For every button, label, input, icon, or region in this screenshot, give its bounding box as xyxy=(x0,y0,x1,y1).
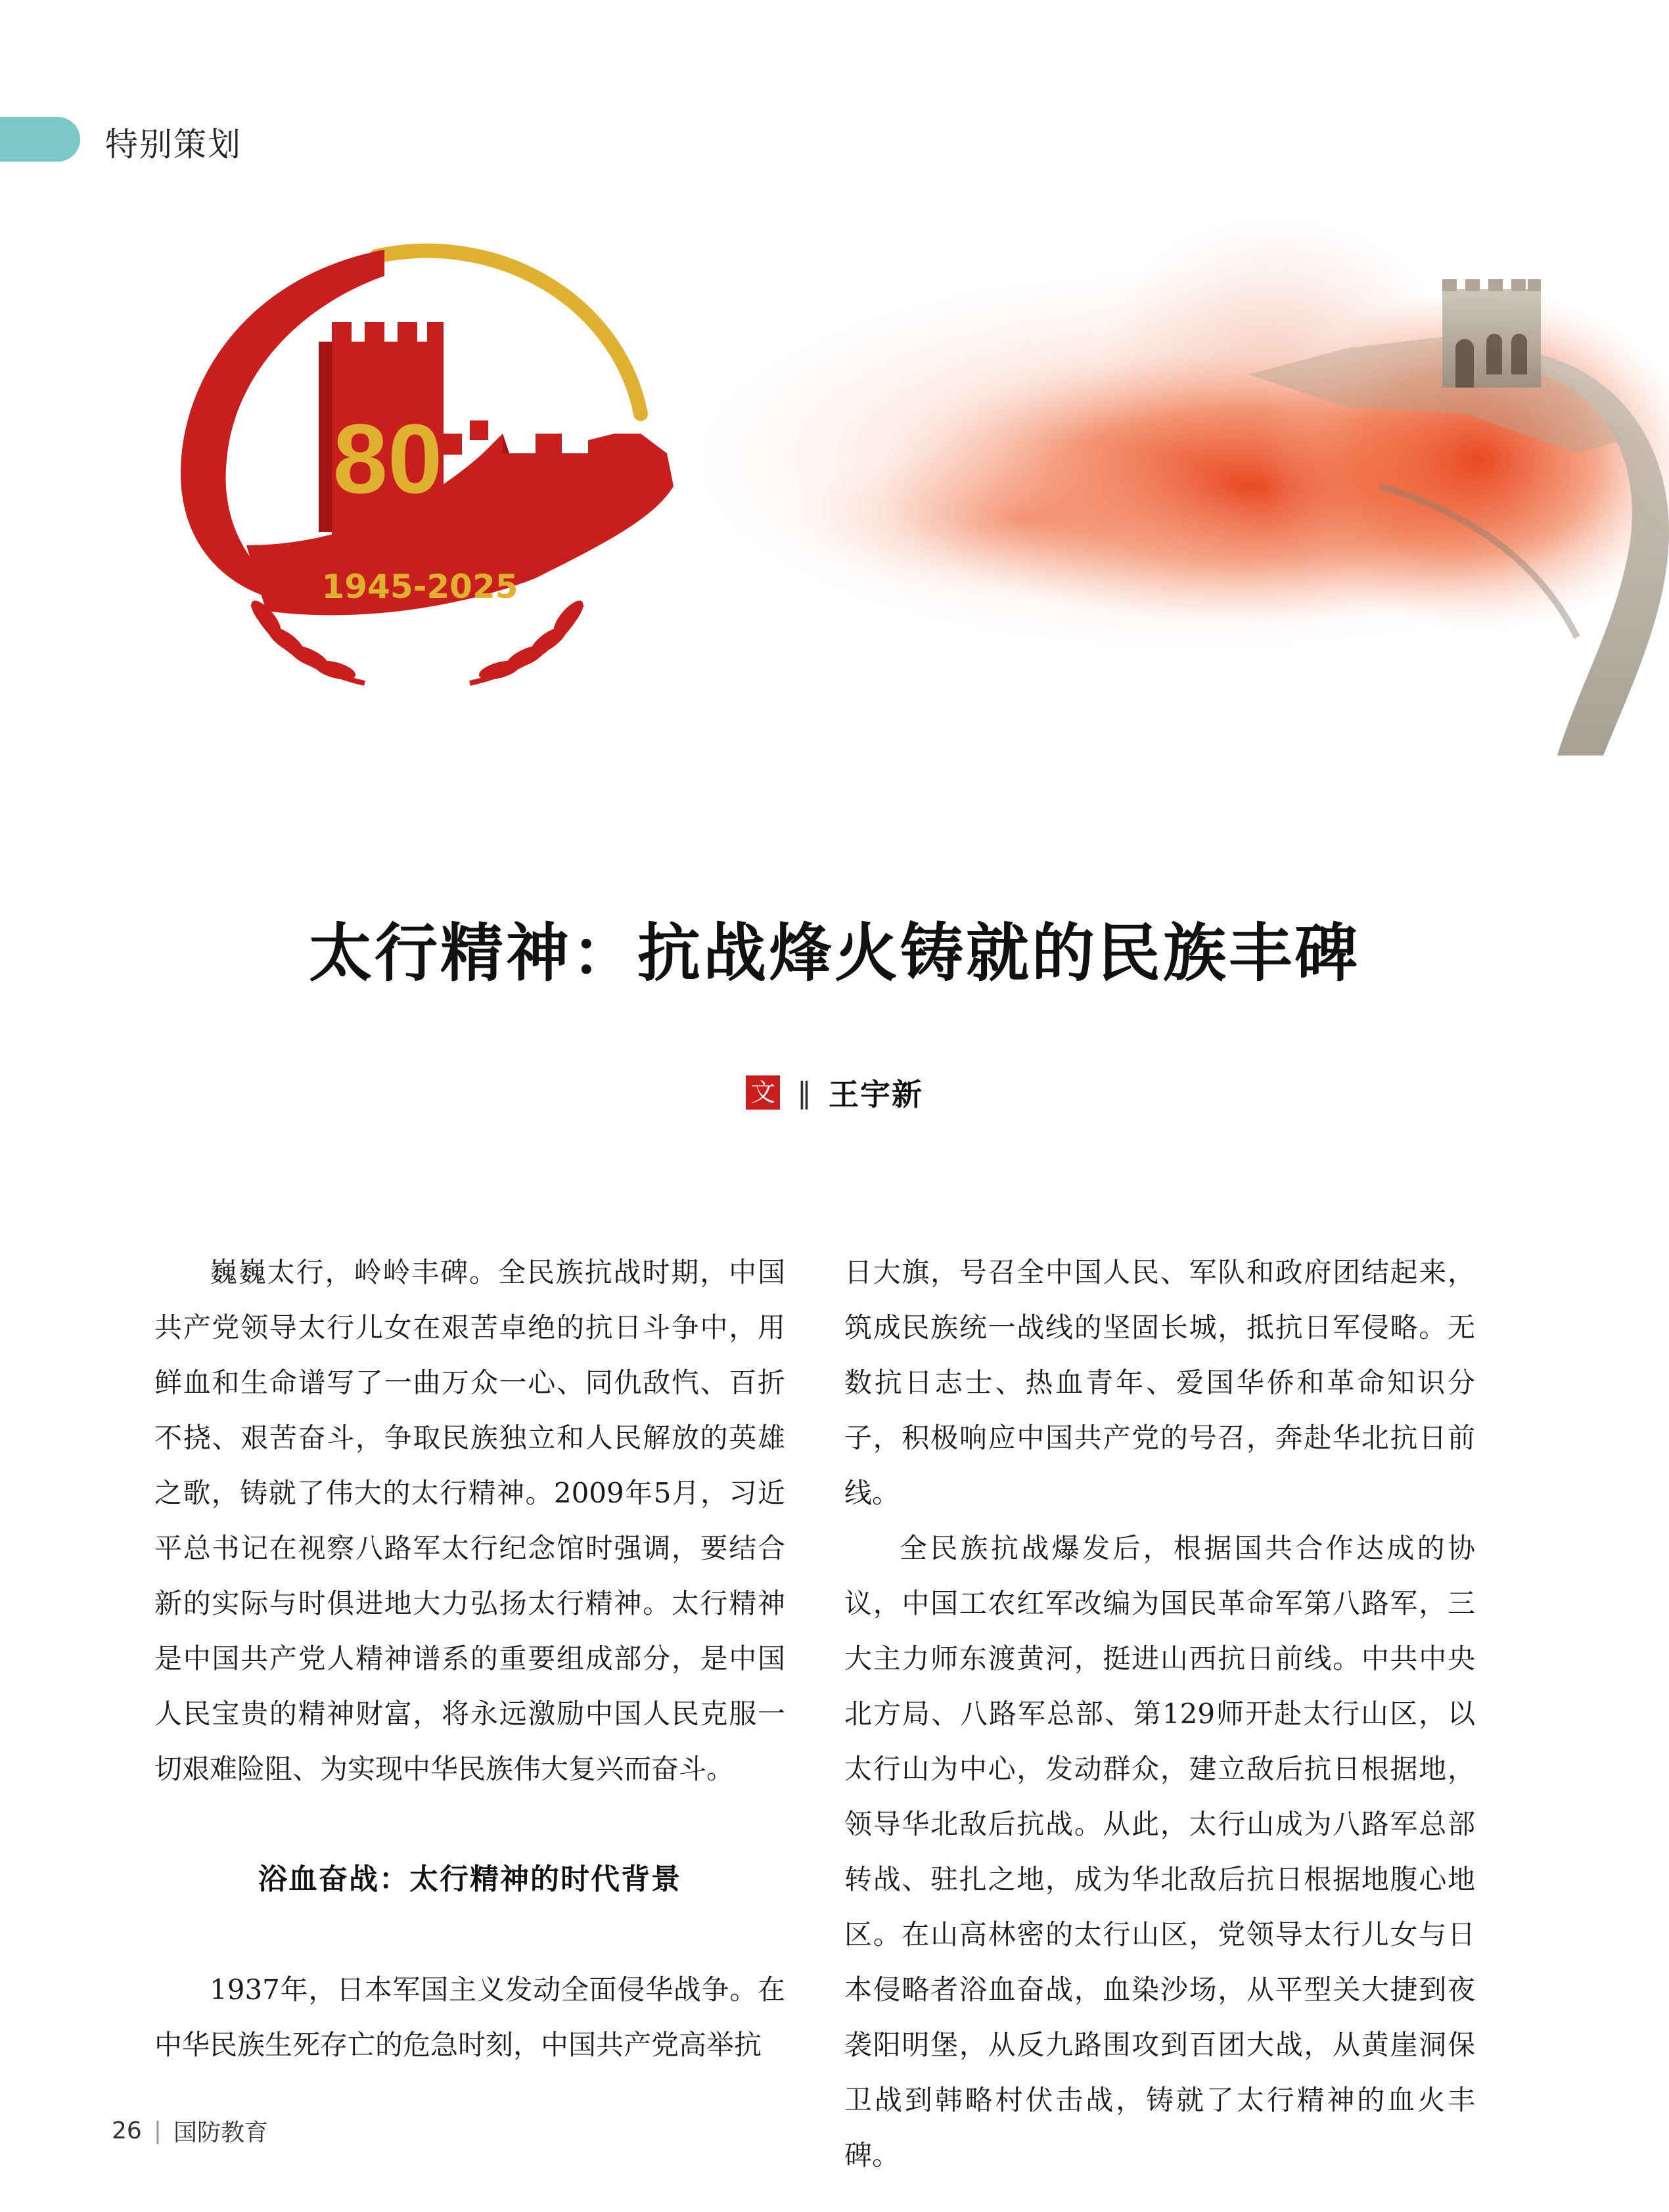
paragraph: 日大旗，号召全中国人民、军队和政府团结起来，筑成民族统一战线的坚固长城，抵抗日军侵略。无数抗日志士、热血青年、爱国华侨和革命知识分子，积极响应中国共产党的号召，奔赴华北抗日前线。 xyxy=(844,1256,1475,1509)
anniversary-emblem-logo xyxy=(168,237,693,710)
watchtower xyxy=(1442,279,1541,388)
paragraph: 巍巍太行，岭岭丰碑。全民族抗战时期，中国共产党领导太行儿女在艰苦卓绝的抗日斗争中，用鲜血和生命谱写了一曲万众一心、同仇敌忾、百折不挠、艰苦奋斗，争取民族独立和人民解放的英雄之歌，铸就了伟大的太行精神。2009年5月，习近平总书记在视察八路军太行纪念馆时强调，要结合新的实际与时俱进地大力弘扬太行精神。太行精神是中国共产党人精神谱系的重要组成部分，是中国人民宝贵的精神财富，将永远激励中国人民克服一切艰难险阻、为实现中华民族伟大复兴而奋斗。 xyxy=(154,1256,785,1785)
paragraph: 1937年，日本军国主义发动全面侵华战争。在中华民族生死存亡的危急时刻，中国共产党高举抗 xyxy=(154,1974,785,2061)
emblem-number: 80 xyxy=(332,403,443,514)
byline xyxy=(0,1071,1669,1114)
body-column-left xyxy=(154,1245,785,2073)
paragraph: 全民族抗战爆发后，根据国共合作达成的协议，中国工农红军改编为国民革命军第八路军，三大主力师东渡黄河，挺进山西抗日前线。中共中央北方局、八路军总部、第129师开赴太行山区，以太行山为中心，发动群众，建立敌后抗日根据地，领导华北敌后抗战。从此，太行山成为八路军总部转战、驻扎之地，成为华北敌后抗日根据地腹心地区。在山高林密的太行山区，党领导太行儿女与日本侵略者浴血奋战，血染沙场，从平型关大捷到夜袭阳明堡，从反九路围攻到百团大战，从黄崖洞保卫战到韩略村伏击战，铸就了太行精神的血火丰碑。 xyxy=(844,1532,1475,2171)
footer-separator: | xyxy=(153,2117,162,2144)
emblem-years: 1945-2025 xyxy=(321,568,518,606)
laurel-right xyxy=(470,597,588,683)
byline-tag: 文 xyxy=(746,1075,780,1110)
article-title: 太行精神：抗战烽火铸就的民族丰碑 xyxy=(309,916,1360,990)
byline-separator: ‖ xyxy=(797,1075,812,1110)
magazine-name: 国防教育 xyxy=(173,2119,268,2146)
page-number: 26 xyxy=(112,2117,142,2144)
body-column-right xyxy=(844,1245,1475,2183)
page-footer xyxy=(112,2114,268,2148)
author-name: 王宇新 xyxy=(829,1077,923,1112)
section-subheading: 浴血奋战：太行精神的时代背景 xyxy=(258,1862,681,1896)
section-tab-marker xyxy=(0,117,80,162)
section-label: 特别策划 xyxy=(105,125,242,164)
